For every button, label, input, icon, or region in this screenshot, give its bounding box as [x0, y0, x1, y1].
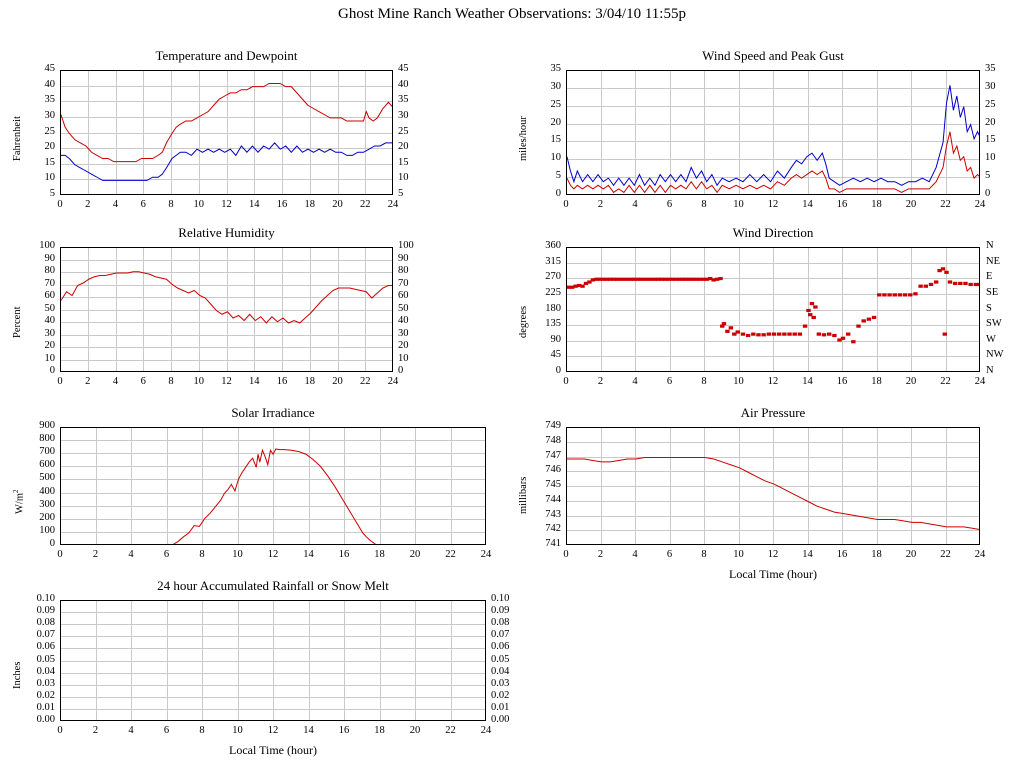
x-tick-label: 22 [360, 376, 371, 387]
y-tick-label: 0.08 [491, 617, 510, 629]
y-tick-label: 800 [39, 433, 55, 445]
y-tick-label: 0.06 [36, 641, 55, 653]
x-tick-label: 12 [767, 199, 779, 210]
y-tick-label: 0 [985, 188, 991, 199]
plot-area-pressure [566, 427, 980, 545]
y-tick-label: 0.02 [491, 689, 510, 701]
x-tick-label: 4 [632, 376, 638, 387]
chart-series-humidity [61, 248, 392, 371]
y-tick-label: 0.10 [36, 593, 55, 604]
x-tick-label: 16 [338, 725, 350, 736]
y-tick-label: 0.04 [491, 665, 510, 677]
x-tick-label: 24 [387, 199, 399, 210]
chart-title-pressure: Air Pressure [740, 405, 806, 420]
x-tick-label: 10 [232, 549, 243, 560]
y-tick-label: 600 [39, 459, 55, 471]
y-tick-label: 100 [39, 240, 55, 251]
plot-area-humidity [60, 247, 393, 372]
y-axis-label: millibars [518, 476, 529, 514]
x-tick-label: 8 [199, 549, 205, 560]
y-tick-label: 35 [550, 63, 561, 74]
x-tick-label: 16 [836, 199, 848, 210]
y-tick-label: 5 [49, 188, 55, 199]
x-tick-label: 6 [666, 199, 673, 210]
x-tick-label: 2 [85, 376, 91, 387]
x-tick-label: 22 [940, 376, 951, 387]
page-title: Ghost Mine Ranch Weather Observations: 3/04/10 11:55p [338, 6, 686, 22]
x-tick-label: 6 [163, 549, 170, 560]
x-tick-label: 20 [905, 376, 917, 387]
y-axis-label: Percent [12, 306, 23, 338]
chart-series-wind-direction [567, 248, 979, 371]
y-tick-label: 50 [44, 302, 55, 314]
y-tick-label: 60 [44, 290, 55, 301]
x-tick-label: 22 [940, 199, 951, 210]
y-tick-label: 5 [985, 170, 991, 182]
y-tick-label: 10 [398, 172, 409, 184]
y-tick-label: 50 [398, 302, 409, 314]
x-tick-label: 0 [57, 376, 63, 387]
y-tick-label: 300 [39, 498, 55, 510]
y-tick-label: 30 [398, 109, 409, 121]
x-tick-label: 20 [332, 376, 343, 387]
x-tick-label: 16 [338, 549, 350, 560]
y-tick-label: 35 [398, 94, 409, 106]
x-tick-label: 6 [666, 376, 673, 387]
y-tick-label: 0 [398, 365, 404, 376]
x-tick-label: 14 [303, 549, 314, 560]
y-tick-label: 10 [44, 352, 55, 364]
x-tick-label: 22 [940, 549, 951, 560]
x-tick-label: 24 [974, 549, 986, 560]
y-tick-label: 747 [545, 449, 561, 461]
y-tick-label: 180 [545, 302, 561, 314]
y-tick-label: 90 [550, 333, 561, 345]
y-tick-label: 900 [39, 420, 55, 431]
y-tick-label: 20 [985, 116, 996, 128]
x-tick-label: 0 [57, 725, 63, 736]
y-tick-label: 200 [39, 511, 55, 523]
x-tick-label: 0 [57, 549, 63, 560]
x-tick-label: 20 [905, 199, 917, 210]
y-tick-label: 135 [545, 318, 561, 330]
chart-title-humidity: Relative Humidity [178, 225, 275, 240]
y-tick-label: 400 [39, 485, 55, 497]
y-tick-label: 15 [550, 134, 561, 146]
x-tick-label: 6 [163, 725, 170, 736]
y-tick-label: 0.08 [36, 617, 55, 629]
x-tick-label: 4 [112, 199, 119, 210]
y-tick-label: 0.09 [491, 605, 510, 617]
compass-label: NE [986, 255, 1000, 267]
y-tick-label: 20 [398, 340, 409, 351]
y-tick-label: 315 [545, 255, 561, 267]
y-tick-label: 225 [545, 286, 561, 298]
y-tick-label: 0.07 [491, 629, 510, 641]
y-tick-label: 90 [44, 252, 55, 264]
y-tick-label: 0.00 [36, 714, 55, 725]
y-tick-label: 15 [398, 156, 409, 168]
x-tick-label: 8 [701, 549, 707, 560]
y-tick-label: 5 [398, 188, 404, 199]
x-tick-label: 18 [304, 376, 315, 387]
y-tick-label: 10 [985, 152, 996, 164]
x-tick-label: 16 [836, 549, 848, 560]
chart-title-wind-direction: Wind Direction [732, 225, 814, 240]
x-tick-label: 24 [974, 376, 986, 387]
x-tick-label: 12 [767, 549, 779, 560]
plot-area-wind-speed [566, 70, 980, 195]
x-tick-label: 2 [597, 376, 604, 387]
y-tick-label: 0.05 [36, 653, 55, 665]
x-tick-label: 4 [632, 549, 638, 560]
chart-series-pressure [567, 428, 979, 544]
y-tick-label: 25 [550, 98, 561, 110]
y-tick-label: 700 [39, 446, 55, 458]
x-tick-label: 22 [445, 725, 456, 736]
x-tick-label: 16 [836, 376, 848, 387]
x-tick-label: 2 [92, 725, 99, 736]
x-tick-label: 8 [701, 376, 707, 387]
chart-series-wind-speed [567, 71, 979, 194]
y-tick-label: 0.01 [36, 701, 55, 713]
x-tick-label: 8 [168, 376, 174, 387]
y-tick-label: 60 [398, 290, 409, 301]
x-tick-label: 20 [409, 549, 421, 560]
x-tick-label: 4 [112, 376, 119, 387]
chart-series-rainfall [61, 601, 485, 720]
y-tick-label: 360 [545, 240, 561, 251]
y-tick-label: 30 [44, 327, 55, 339]
x-tick-label: 20 [905, 549, 917, 560]
x-tick-label: 14 [249, 199, 260, 210]
y-tick-label: 80 [44, 265, 55, 276]
x-tick-label: 10 [193, 199, 204, 210]
x-tick-label: 14 [802, 199, 813, 210]
x-tick-label: 14 [249, 376, 260, 387]
x-tick-label: 12 [767, 376, 779, 387]
x-tick-label: 6 [140, 199, 146, 210]
x-tick-label: 0 [57, 199, 63, 210]
y-tick-label: 70 [398, 277, 409, 289]
x-tick-label: 10 [733, 376, 744, 387]
x-tick-label: 18 [374, 549, 385, 560]
y-axis-label: miles/hour [518, 115, 529, 161]
y-tick-label: 748 [545, 434, 561, 446]
x-tick-label: 6 [140, 376, 146, 387]
x-tick-label: 8 [199, 725, 205, 736]
x-tick-label: 4 [128, 725, 134, 736]
y-tick-label: 500 [39, 472, 55, 484]
y-tick-label: 30 [398, 327, 409, 339]
y-tick-label: 45 [398, 63, 409, 74]
x-tick-label: 20 [409, 725, 421, 736]
x-tick-label: 14 [802, 549, 813, 560]
y-axis-label: Fahrenheit [12, 115, 23, 161]
y-tick-label: 35 [44, 94, 55, 106]
y-tick-label: 0 [49, 538, 55, 549]
y-tick-label: 45 [550, 349, 561, 361]
y-tick-label: 0.09 [36, 605, 55, 617]
x-tick-label: 12 [267, 549, 279, 560]
x-tick-label: 14 [802, 376, 813, 387]
compass-label: SE [986, 286, 999, 298]
x-tick-label: 22 [360, 199, 371, 210]
y-tick-label: 0.04 [36, 665, 55, 677]
y-tick-label: 270 [545, 271, 561, 283]
x-tick-label: 4 [632, 199, 638, 210]
x-tick-label: 10 [733, 199, 744, 210]
x-tick-label: 6 [666, 549, 673, 560]
x-tick-label: 2 [597, 199, 604, 210]
plot-area-wind-direction [566, 247, 980, 372]
y-axis-label: $W/m^2$ [12, 489, 26, 514]
y-tick-label: 0 [555, 188, 561, 199]
y-tick-label: 0 [555, 365, 561, 376]
y-tick-label: 30 [985, 80, 996, 92]
y-tick-label: 0.10 [491, 593, 510, 604]
y-tick-label: 40 [44, 78, 55, 90]
y-tick-label: 100 [398, 240, 414, 251]
x-tick-label: 18 [374, 725, 385, 736]
x-tick-label: 24 [480, 549, 492, 560]
y-axis-label: degrees [518, 305, 529, 338]
y-tick-label: 0.05 [491, 653, 510, 665]
compass-label: N [986, 240, 994, 251]
y-tick-label: 746 [545, 464, 561, 476]
chart-title-temperature: Temperature and Dewpoint [155, 48, 298, 63]
chart-series-solar [61, 428, 485, 544]
y-tick-label: 80 [398, 265, 409, 276]
y-tick-label: 25 [398, 125, 409, 137]
y-tick-label: 30 [44, 109, 55, 121]
x-tick-label: 20 [332, 199, 343, 210]
x-tick-label: 18 [871, 549, 882, 560]
y-tick-label: 0.02 [36, 689, 55, 701]
y-tick-label: 0.01 [491, 701, 510, 713]
y-tick-label: 0.06 [491, 641, 510, 653]
y-tick-label: 25 [44, 125, 55, 137]
y-tick-label: 45 [44, 63, 55, 74]
y-tick-label: 745 [545, 479, 561, 490]
y-tick-label: 0.07 [36, 629, 55, 641]
x-tick-label: 10 [733, 549, 744, 560]
y-tick-label: 20 [44, 340, 55, 351]
x-tick-label: 24 [480, 725, 492, 736]
y-tick-label: 15 [44, 156, 55, 168]
x-tick-label: 18 [871, 376, 882, 387]
y-tick-label: 0.03 [36, 677, 55, 689]
compass-label: W [986, 333, 996, 345]
x-tick-label: 8 [168, 199, 174, 210]
compass-label: SW [986, 318, 1002, 330]
x-tick-label: 16 [276, 199, 288, 210]
y-tick-label: 0 [49, 365, 55, 376]
chart-title-wind-speed: Wind Speed and Peak Gust [702, 48, 844, 63]
x-tick-label: 0 [563, 199, 569, 210]
y-tick-label: 15 [985, 134, 996, 146]
plot-area-temperature [60, 70, 393, 195]
x-tick-label: 24 [974, 199, 986, 210]
x-tick-label: 24 [387, 376, 399, 387]
y-tick-label: 749 [545, 420, 561, 431]
x-axis-label: Local Time (hour) [729, 567, 817, 581]
x-tick-label: 4 [128, 549, 134, 560]
x-tick-label: 2 [597, 549, 604, 560]
x-tick-label: 10 [193, 376, 204, 387]
x-tick-label: 0 [563, 376, 569, 387]
x-tick-label: 2 [85, 199, 91, 210]
y-tick-label: 70 [44, 277, 55, 289]
y-tick-label: 25 [985, 98, 996, 110]
y-tick-label: 20 [550, 116, 561, 128]
y-tick-label: 30 [550, 80, 561, 92]
compass-label: E [986, 271, 993, 283]
x-tick-label: 12 [221, 376, 232, 387]
y-tick-label: 90 [398, 252, 409, 264]
y-tick-label: 20 [398, 141, 409, 153]
y-tick-label: 35 [985, 63, 996, 74]
plot-area-solar [60, 427, 486, 545]
y-tick-label: 10 [44, 172, 55, 184]
y-tick-label: 0.03 [491, 677, 510, 689]
y-tick-label: 40 [398, 78, 409, 90]
x-axis-label: Local Time (hour) [229, 743, 317, 757]
chart-title-solar: Solar Irradiance [231, 405, 315, 420]
x-tick-label: 2 [92, 549, 99, 560]
x-tick-label: 10 [232, 725, 243, 736]
x-tick-label: 8 [701, 199, 707, 210]
x-tick-label: 0 [563, 549, 569, 560]
y-axis-label: Inches [12, 661, 23, 689]
y-tick-label: 10 [550, 152, 561, 164]
y-tick-label: 100 [39, 524, 55, 536]
x-tick-label: 16 [276, 376, 288, 387]
x-tick-label: 14 [303, 725, 314, 736]
x-tick-label: 22 [445, 549, 456, 560]
y-tick-label: 20 [44, 141, 55, 153]
y-tick-label: 743 [545, 508, 561, 520]
x-tick-label: 18 [304, 199, 315, 210]
y-tick-label: 40 [398, 315, 409, 326]
y-tick-label: 40 [44, 315, 55, 326]
y-tick-label: 10 [398, 352, 409, 364]
x-tick-label: 18 [871, 199, 882, 210]
x-tick-label: 12 [221, 199, 232, 210]
y-tick-label: 0.00 [491, 714, 510, 725]
y-tick-label: 742 [545, 523, 561, 535]
plot-area-rainfall [60, 600, 486, 721]
x-tick-label: 12 [267, 725, 279, 736]
compass-label: NW [986, 349, 1004, 361]
compass-label: N [986, 365, 994, 376]
chart-title-rainfall: 24 hour Accumulated Rainfall or Snow Melt [157, 578, 389, 593]
y-tick-label: 5 [555, 170, 561, 182]
compass-label: S [986, 302, 992, 314]
y-tick-label: 741 [545, 538, 561, 549]
chart-series-temperature [61, 71, 392, 194]
y-tick-label: 744 [545, 493, 561, 505]
